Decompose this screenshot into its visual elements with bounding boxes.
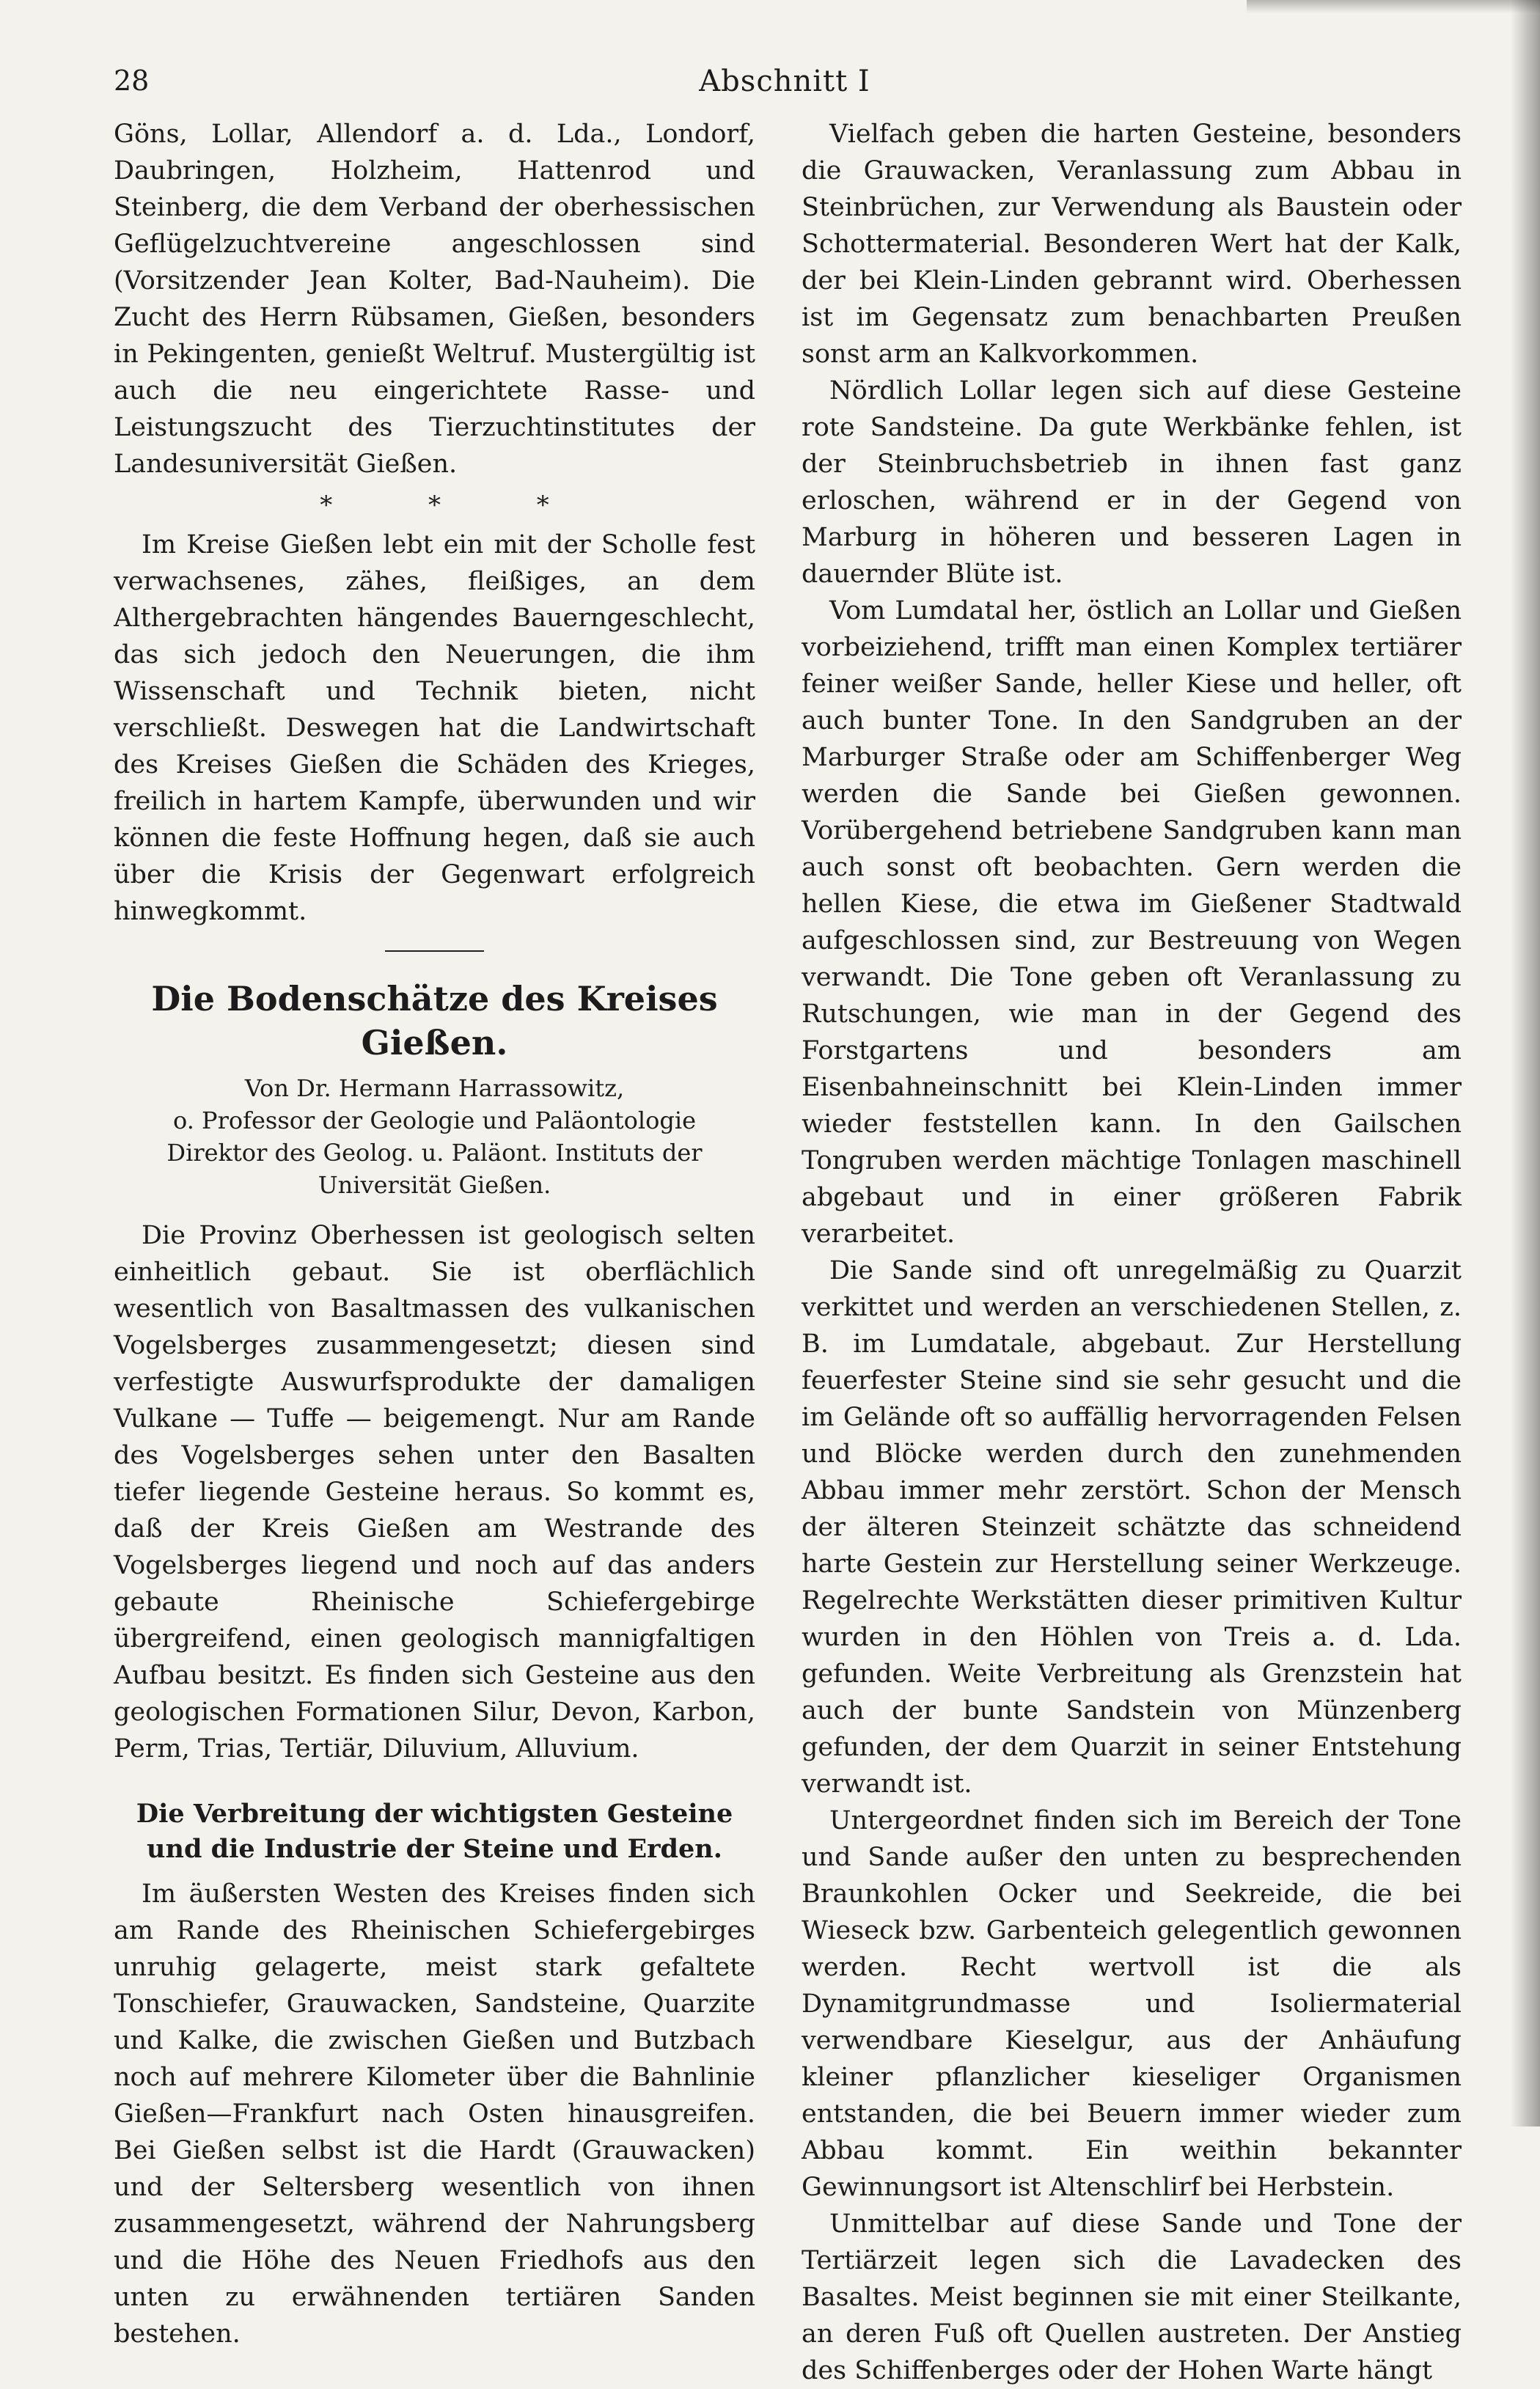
author-affiliation: Direktor des Geolog. u. Paläont. Instituts der Universität Gießen.: [166, 1139, 703, 1199]
article-title: Die Bodenschätze des Kreises Gießen.: [151, 979, 718, 1063]
page-edge-shadow: [1511, 0, 1540, 2126]
paragraph: Vielfach geben die harten Gesteine, besonders die Grauwacken, Veranlassung zum Abbau in Steinbrüchen, zur Verwendung als Baustein oder Schottermaterial. Besonderen Wert hat der Kalk, der bei Klein-Linden gebrannt wird. Oberhessen ist im Gegensatz zum benachbarten Preußen sonst arm an Kalkvorkommen.: [802, 120, 1462, 369]
left-column: [114, 116, 755, 2352]
paragraph: Die Provinz Oberhessen ist geologisch selten einheitlich gebaut. Sie ist oberflächlich wesentlich von Basaltmassen des vulkanischen Vogelsberges zusammengesetzt; diesen sind verfestigte Auswurfsprodukte der damaligen Vulkane — Tuffe — beigemengt. Nur am Rande des Vogelsberges sehen unter den Basalten tiefer liegende Gesteine heraus. So kommt es, daß der Kreis Gießen am Westrande des Vogelsberges liegend und noch auf das anders gebaute Rheinische Schiefergebirge übergreifend, einen geologisch mannigfaltigen Aufbau besitzt. Es finden sich Gesteine aus den geologischen Formationen Silur, Devon, Karbon, Perm, Trias, Tertiär, Diluvium, Alluvium.: [114, 1221, 755, 1764]
paragraph: Im Kreise Gießen lebt ein mit der Scholle fest verwachsenes, zähes, fleißiges, an dem Althergebrachten hängendes Bauerngeschlecht, das sich jedoch den Neuerungen, die ihm Wissenschaft und Technik bieten, nicht verschließt. Deswegen hat die Landwirtschaft des Kreises Gießen die Schäden des Krieges, freilich in hartem Kampfe, überwunden und wir können die feste Hoffnung hegen, daß sie auch über die Krisis der Gegenwart erfolgreich hinwegkommt.: [114, 530, 755, 926]
paragraph: Unmittelbar auf diese Sande und Tone der Tertiärzeit legen sich die Lavadecken des Basaltes. Meist beginnen sie mit einer Steilkante, an deren Fuß oft Quellen austreten. Der Anstieg des Schiffenberges oder der Hohen Warte hängt: [802, 2209, 1462, 2385]
divider-rule: [385, 950, 484, 952]
paragraph: Göns, Lollar, Allendorf a. d. Lda., Londorf, Daubringen, Holzheim, Hattenrod und Steinberg, die dem Verband der oberhessischen Geflügelzuchtvereine angeschlossen sind (Vorsitzender Jean Kolter, Bad-Nauheim). Die Zucht des Herrn Rübsamen, Gießen, besonders in Pekingenten, genießt Weltruf. Mustergültig ist auch die neu eingerichtete Rasse- und Leistungszucht des Tierzuchtinstitutes der Landesuniversität Gießen.: [114, 120, 755, 479]
section-separator-stars: * * *: [320, 491, 593, 520]
paragraph: Nördlich Lollar legen sich auf diese Gesteine rote Sandsteine. Da gute Werkbänke fehlen, ist der Steinbruchsbetrieb in ihnen fast ganz erloschen, während er in der Gegend von Marburg in höheren und besseren Lagen in dauernder Blüte ist.: [802, 376, 1462, 589]
paragraph: Untergeordnet finden sich im Bereich der Tone und Sande außer den unten zu besprechenden Braunkohlen Ocker und Seekreide, die bei Wieseck bzw. Garbenteich gelegentlich gewonnen werden. Recht wertvoll ist die als Dynamitgrundmasse und Isoliermaterial verwendbare Kieselgur, aus der Anhäufung kleiner pflanzlicher kieseliger Organismen entstanden, die bei Beuern immer wieder zum Abbau kommt. Ein weithin bekannter Gewinnungsort ist Altenschlirf bei Herbstein.: [802, 1806, 1462, 2202]
author-title: o. Professor der Geologie und Paläontologie: [173, 1107, 696, 1134]
paragraph: Im äußersten Westen des Kreises finden sich am Rande des Rheinischen Schiefergebirges unruhig gelagerte, meist stark gefaltete Tonschiefer, Grauwacken, Sandsteine, Quarzite und Kalke, die zwischen Gießen und Butzbach noch auf mehrere Kilometer über die Bahnlinie Gießen—Frankfurt nach Osten hinausgreifen. Bei Gießen selbst ist die Hardt (Grauwacken) und der Seltersberg wesentlich von ihnen zusammengesetzt, während der Nahrungsberg und die Höhe des Neuen Friedhofs aus den unten zu erwähnenden tertiären Sanden bestehen.: [114, 1879, 755, 2349]
section-subheading: Die Verbreitung der wichtigsten Gesteine und die Industrie der Steine und Erden.: [136, 1799, 733, 1864]
section-heading: Abschnitt I: [699, 65, 870, 98]
paragraph: Die Sande sind oft unregelmäßig zu Quarzit verkittet und werden an verschiedenen Stellen, z. B. im Lumdatale, abgebaut. Zur Herstellung feuerfester Steine sind sie sehr gesucht und die im Gelände oft so auffällig hervorragenden Felsen und Blöcke werden durch den zunehmenden Abbau immer mehr zerstört. Schon der Mensch der älteren Steinzeit schätzte das schneidend harte Gestein zur Herstellung seiner Werkzeuge. Regelrechte Werkstätten dieser primitiven Kultur wurden in den Höhlen von Treis a. d. Lda. gefunden. Weite Verbreitung als Grenzstein hat auch der bunte Sandstein von Münzenberg gefunden, der dem Quarzit in seiner Entstehung verwandt ist.: [802, 1256, 1462, 1799]
paragraph: Vom Lumdatal her, östlich an Lollar und Gießen vorbeiziehend, trifft man einen Komplex tertiärer feiner weißer Sande, heller Kiese und heller, oft auch bunter Tone. In den Sandgruben an der Marburger Straße oder am Schiffenberger Weg werden die Sande bei Gießen gewonnen. Vorübergehend betriebene Sandgruben kann man auch sonst oft beobachten. Gern werden die hellen Kiese, die etwa im Gießener Stadtwald aufgeschlossen sind, zur Bestreuung von Wegen verwandt. Die Tone geben oft Veranlassung zu Rutschungen, wie man in der Gegend des Forstgartens und besonders am Eisenbahneinschnitt bei Klein-Linden immer wieder feststellen kann. In den Gailschen Tongruben werden mächtige Tonlagen maschinell abgebaut und in einer größeren Fabrik verarbeitet.: [802, 596, 1462, 1249]
author-byline: Von Dr. Hermann Harrassowitz,: [244, 1074, 625, 1102]
page-number: 28: [114, 65, 150, 97]
page-top-shadow: [1247, 0, 1540, 13]
right-column: [802, 116, 1462, 2389]
page-header: [114, 65, 1456, 109]
